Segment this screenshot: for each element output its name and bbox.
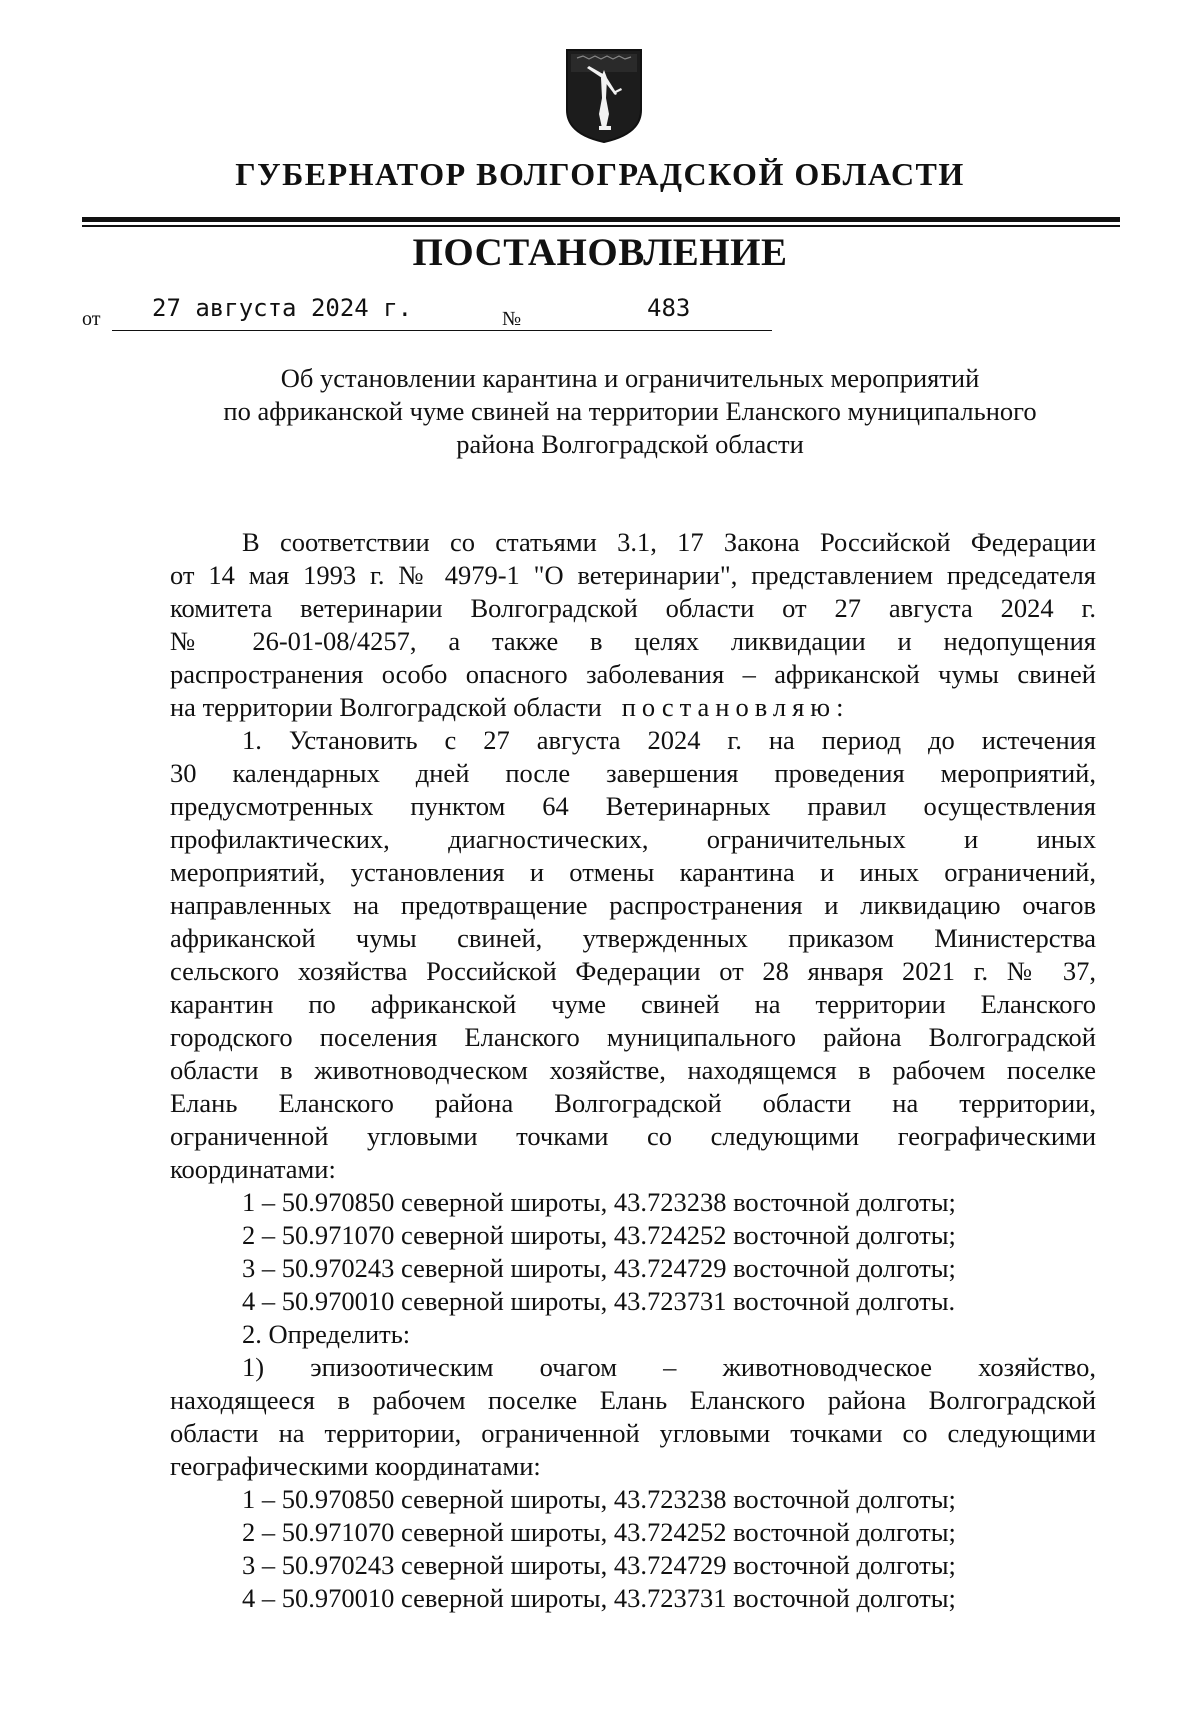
volgograd-coat-of-arms-icon — [565, 48, 643, 144]
subject-line: по африканской чуме свиней на территории Еланского муниципального — [223, 396, 1037, 426]
coordinate-line: 4 – 50.970010 северной широты, 43.723731 восточной долготы; — [242, 1583, 956, 1613]
number-field — [532, 294, 772, 331]
header-rule-thin — [82, 225, 1120, 227]
item2-heading: 2. Определить: — [242, 1319, 411, 1349]
document-body — [170, 526, 1096, 1615]
coordinate-line: 3 – 50.970243 северной широты, 43.724729 восточной долготы; — [242, 1253, 956, 1283]
preamble-line: комитета ветеринарии Волгоградской области от 27 августа 2024 г. — [170, 593, 1096, 623]
document-type-title: ПОСТАНОВЛЕНИЕ — [412, 231, 788, 274]
date-prefix: от — [82, 308, 101, 330]
coordinate-line: 3 – 50.970243 северной широты, 43.724729 восточной долготы; — [242, 1550, 956, 1580]
coordinate-line: 4 – 50.970010 северной широты, 43.723731 восточной долготы. — [242, 1286, 956, 1316]
coordinate-line: 1 – 50.970850 северной широты, 43.723238 восточной долготы; — [242, 1484, 956, 1514]
item1-line: ограниченной угловыми точками со следующими географическими — [170, 1121, 1096, 1151]
item1-line: области в животноводческом хозяйстве, находящемся в рабочем поселке — [170, 1055, 1096, 1085]
item1-line: профилактических, диагностических, ограничительных и иных — [170, 824, 1096, 854]
date-number-line — [82, 294, 782, 340]
item1-line: городского поселения Еланского муниципального района Волгоградской — [170, 1022, 1096, 1052]
coordinate-line: 2 – 50.971070 северной широты, 43.724252 восточной долготы; — [242, 1517, 956, 1547]
item1-line: африканской чумы свиней, утвержденных приказом Министерства — [170, 923, 1096, 953]
item2-sub1-line: находящееся в рабочем поселке Елань Еланского района Волгоградской — [170, 1385, 1096, 1415]
subject-line: района Волгоградской области — [456, 429, 804, 459]
item1-line: мероприятий, установления и отмены карантина и иных ограничений, — [170, 857, 1096, 887]
preamble-line: распространения особо опасного заболевания – африканской чумы свиней — [170, 659, 1096, 689]
resolve-word: постановляю: — [621, 692, 850, 722]
preamble-last-line — [170, 691, 1096, 724]
number-prefix: № — [502, 308, 522, 330]
item1-line: карантин по африканской чуме свиней на территории Еланского — [170, 989, 1096, 1019]
preamble-line: № 26-01-08/4257, а также в целях ликвидации и недопущения — [170, 626, 1096, 656]
item1-line: 1. Установить с 27 августа 2024 г. на период до истечения — [242, 725, 1096, 755]
item2-sub1-line: 1) эпизоотическим очагом – животноводческое хозяйство, — [242, 1352, 1096, 1382]
coordinate-line: 1 – 50.970850 северной широты, 43.723238 восточной долготы; — [242, 1187, 956, 1217]
preamble-line: от 14 мая 1993 г. № 4979-1 "О ветеринарии", представлением председателя — [170, 560, 1096, 590]
item1-line: Елань Еланского района Волгоградской области на территории, — [170, 1088, 1096, 1118]
item2-sub1-line: географическими координатами: — [170, 1451, 541, 1481]
preamble-line: на территории Волгоградской области — [170, 692, 602, 722]
item1-line: направленных на предотвращение распространения и ликвидацию очагов — [170, 890, 1096, 920]
item1-line: 30 календарных дней после завершения проведения мероприятий, — [170, 758, 1096, 788]
date-value: 27 августа 2024 г. — [152, 294, 413, 322]
item2-sub1-line: области на территории, ограниченной угловыми точками со следующими — [170, 1418, 1096, 1448]
number-value: 483 — [647, 294, 691, 322]
item1-line: предусмотренных пунктом 64 Ветеринарных правил осуществления — [170, 791, 1096, 821]
subject-line: Об установлении карантина и ограничительных мероприятий — [280, 363, 980, 393]
preamble-line: В соответствии со статьями 3.1, 17 Закона Российской Федерации — [242, 527, 1096, 557]
header-rule-thick — [82, 217, 1120, 222]
item1-line: сельского хозяйства Российской Федерации от 28 января 2021 г. № 37, — [170, 956, 1096, 986]
document-subject — [150, 362, 1110, 461]
coordinate-line: 2 – 50.971070 северной широты, 43.724252 восточной долготы; — [242, 1220, 956, 1250]
authority-title: ГУБЕРНАТОР ВОЛГОГРАДСКОЙ ОБЛАСТИ — [235, 156, 965, 192]
item1-line: координатами: — [170, 1154, 336, 1184]
